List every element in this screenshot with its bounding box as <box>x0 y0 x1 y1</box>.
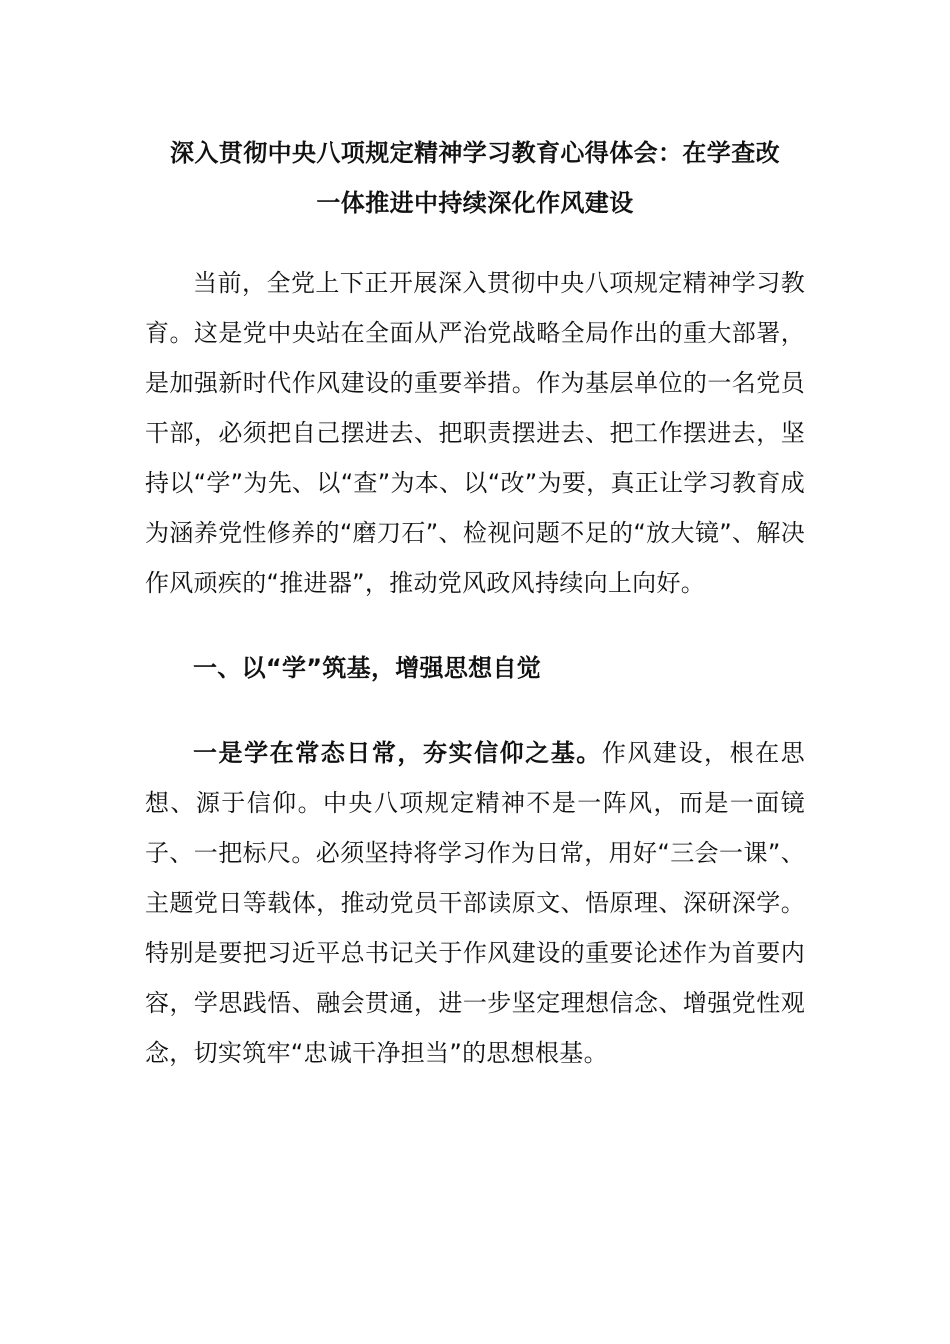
title-line-1: 深入贯彻中央八项规定精神学习教育心得体会：在学查改 <box>170 139 780 167</box>
section-1-paragraph-1 <box>145 728 805 1078</box>
section-1-heading: 一、以“学”筑基，增强思想自觉 <box>193 654 542 682</box>
intro-paragraph: 当前，全党上下正开展深入贯彻中央八项规定精神学习教育。这是党中央站在全面从严治党战略全局作出的重大部署，是加强新时代作风建设的重要举措。作为基层单位的一名党员干部，必须把自己摆进去、把职责摆进去、把工作摆进去，坚持以“学”为先、以“查”为本、以“改”为要，真正让学习教育成为涵养党性修养的“磨刀石”、检视问题不足的“放大镜”、解决作风顽疾的“推进器”，推动党风政风持续向上向好。 <box>145 269 805 597</box>
title-line-2: 一体推进中持续深化作风建设 <box>316 189 634 217</box>
section-1-paragraph-1-body: 作风建设，根在思想、源于信仰。中央八项规定精神不是一阵风，而是一面镜子、一把标尺。必须坚持将学习作为日常，用好“三会一课”、主题党日等载体，推动党员干部读原文、悟原理、深研深学。特别是要把习近平总书记关于作风建设的重要论述作为首要内容，学思践悟、融会贯通，进一步坚定理想信念、增强党性观念，切实筑牢“忠诚干净担当”的思想根基。 <box>145 739 805 1067</box>
section-1-paragraph-1-lead: 一是学在常态日常，夯实信仰之基。 <box>193 739 602 767</box>
document-body <box>145 258 805 1078</box>
document-title <box>145 128 805 228</box>
